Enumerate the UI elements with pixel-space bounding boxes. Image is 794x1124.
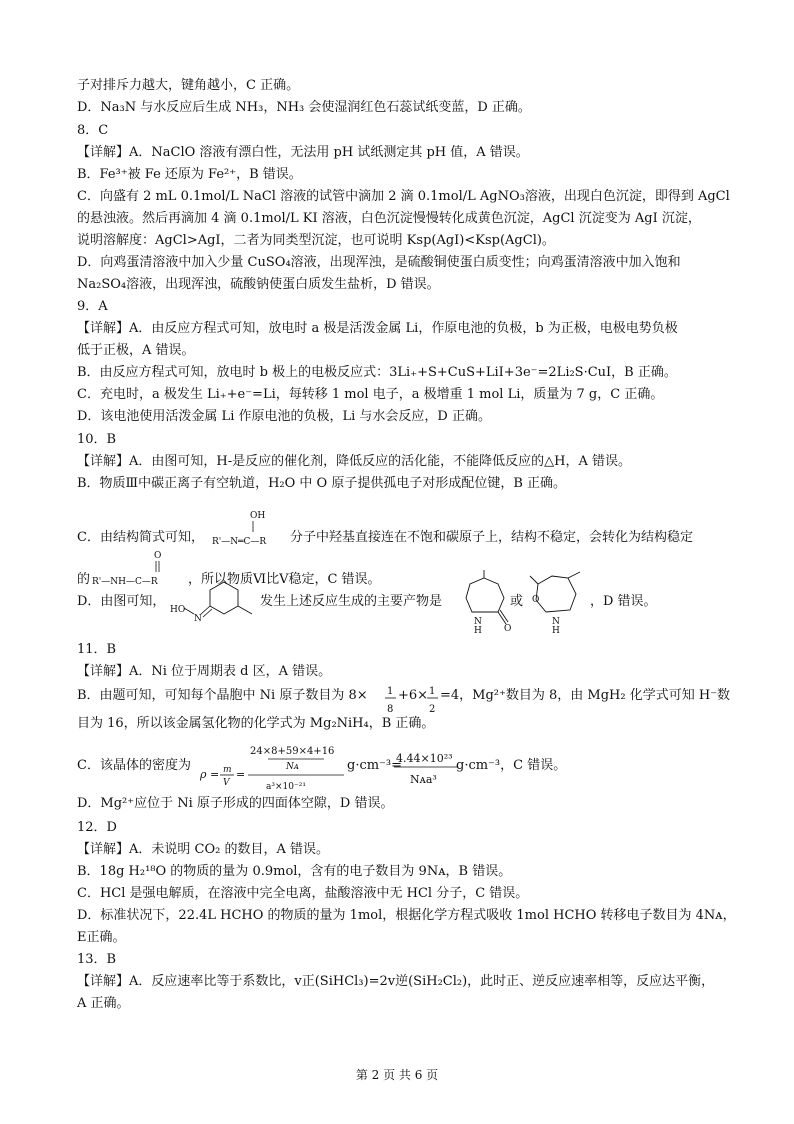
text-line: B．由反应方程式可知，放电时 b 极上的电极反应式：3Li₊+S+CuS+LiI+3e⁻=2Li₂S·CuI，B 正确。 <box>77 365 677 380</box>
svg-text:2: 2 <box>429 704 436 715</box>
text-line: 的悬浊液。然后再滴加 4 滴 0.1mol/L KI 溶液，白色沉淀慢慢转化成黄色沉淀，AgCl 沉淀变为 AgI 沉淀， <box>77 211 701 226</box>
page-footer: 第 2 页 共 6 页 <box>355 1068 439 1082</box>
answer-number: 8．C <box>77 123 109 138</box>
amide-chain: R'—NH—C—R <box>92 577 158 587</box>
text-line: B．Fe³⁺被 Fe 还原为 Fe²⁺，B 错误。 <box>77 167 302 182</box>
text-line: D．Na₃N 与水反应后生成 NH₃，NH₃ 会使湿润红色石蕊试纸变蓝，D 正确。 <box>77 100 531 115</box>
density-result <box>392 748 462 790</box>
text-line: 【详解】A．NaClO 溶液有漂白性，无法用 pH 试纸测定其 pH 值，A 错误。 <box>77 145 529 160</box>
text-line: 【详解】A．反应速率比等于系数比，v正(SiHCl₃)=2v逆(SiH₂Cl₂)，此时正、逆反应速率相等，反应达平衡， <box>77 974 715 989</box>
text-line: D．标准状况下，22.4L HCHO 的物质的量为 1mol，根据化学方程式吸收 1mol HCHO 转移电子数目为 4Nᴀ， <box>77 908 736 923</box>
lactam-structure-1 <box>462 568 512 634</box>
o-label-3: O <box>532 595 540 605</box>
svg-text:24×8+59×4+16: 24×8+59×4+16 <box>250 746 335 757</box>
text-line: D．Mg²⁺应位于 Ni 原子形成的四面体空隙，D 错误。 <box>77 796 394 811</box>
svg-text:a³×10⁻²¹: a³×10⁻²¹ <box>266 782 306 792</box>
svg-text:1: 1 <box>429 686 436 697</box>
q10-d-suffix: ，D 错误。 <box>590 594 657 609</box>
oh-label: OH <box>250 511 266 521</box>
unit-2: g·cm⁻³，C 错误。 <box>456 758 567 773</box>
q10-d-or: 或 <box>510 594 524 609</box>
text-line: 说明溶解度：AgCl>AgI，二者为同类型沉淀，也可说明 Ksp(AgI)<Ksp(AgCl)。 <box>77 233 555 248</box>
lactam-structure-2 <box>528 568 588 634</box>
nh-h-label: H <box>474 626 482 634</box>
text-line: Na₂SO₄溶液，出现浑浊，硫酸钠使蛋白质发生盐析，D 错误。 <box>77 277 440 292</box>
text-line: C．向盛有 2 mL 0.1mol/L NaCl 溶液的试管中滴加 2 滴 0.1mol/L AgNO₃溶液，出现白色沉淀，即得到 AgCl <box>77 189 730 204</box>
nh-h-label-2: H <box>552 626 560 634</box>
text-line: 低于正极，A 错误。 <box>77 343 195 358</box>
enol-structure <box>210 508 280 552</box>
density-formula <box>198 744 348 794</box>
q10-c-line2-prefix: 的 <box>77 572 91 587</box>
svg-text:m: m <box>223 765 232 775</box>
unit-1: g·cm⁻³= <box>347 758 403 773</box>
answer-number: 11．B <box>77 642 117 657</box>
answer-number: 10．B <box>77 432 117 447</box>
svg-text:V: V <box>223 778 230 788</box>
q10-c-prefix: C．由结构简式可知， <box>77 530 204 545</box>
text-line: D．向鸡蛋清溶液中加入少量 CuSO₄溶液，出现浑浊，是硫酸铜使蛋白质变性；向鸡蛋清溶液中加入饱和 <box>77 255 681 270</box>
text-line: C．充电时，a 极发生 Li₊+e⁻=Li，每转移 1 mol 电子，a 极增重 1 mol Li，质量为 7 g，C 正确。 <box>77 387 664 402</box>
text-line: B．物质Ⅲ中碳正离子有空轨道，H₂O 中 O 原子提供孤电子对形成配位键，B 正确。 <box>77 476 567 491</box>
svg-text:4.44×10²³: 4.44×10²³ <box>396 752 453 765</box>
equals-sign: = <box>236 768 246 781</box>
text-line: 【详解】A．由图可知，H-是反应的催化剂，降低反应的活化能，不能降低反应的△H，A 错误。 <box>77 454 631 469</box>
svg-text:8: 8 <box>387 704 394 715</box>
o-label: O <box>154 551 162 561</box>
svg-text:ρ =: ρ = <box>200 768 220 781</box>
q10-d-prefix: D．由图可知， <box>77 594 166 609</box>
text-line: 【详解】A．未说明 CO₂ 的数目，A 错误。 <box>77 842 329 857</box>
text-line: E正确。 <box>77 930 126 945</box>
q10-d-mid: 发生上述反应生成的主要产物是 <box>260 594 443 609</box>
oxime-structure <box>168 576 260 626</box>
imine-chain: R'—N═C—R <box>212 537 267 547</box>
text-line: A 正确。 <box>77 996 130 1011</box>
text-line: 目为 16，所以该金属氢化物的化学式为 Mg₂NiH₄，B 正确。 <box>77 716 435 731</box>
answer-number: 9．A <box>77 299 108 314</box>
q11-b-post: =4，Mg²⁺数目为 8，由 MgH₂ 化学式可知 H⁻数 <box>440 688 731 703</box>
q11-c-prefix: C．该晶体的密度为 <box>77 758 191 773</box>
answer-number: 13．B <box>77 952 117 967</box>
hon-label: HO <box>170 605 186 615</box>
nh-n-label: N <box>474 617 482 627</box>
q10-c-line2-suffix: ，所以物质Ⅵ比Ⅴ稳定，C 错误。 <box>188 572 381 587</box>
q10-c-mid: 分子中羟基直接连在不饱和碳原子上，结构不稳定，会转化为结构稳定 <box>290 530 694 545</box>
q11-b-prefix: B．由题可知，可知每个晶胞中 Ni 原子数目为 8× <box>77 688 368 703</box>
svg-text:1: 1 <box>387 686 394 697</box>
svg-text:Nᴀ: Nᴀ <box>286 762 299 772</box>
text-line: 【详解】A．由反应方程式可知，放电时 a 极是活泼金属 Li，作原电池的负极，b 为正极，电极电势负极 <box>77 321 678 336</box>
text-line: 子对排斥力越大，键角越小，C 正确。 <box>77 78 300 93</box>
q11-b-mid: +6× <box>398 688 429 703</box>
n-label: N <box>194 614 202 624</box>
text-line: D．该电池使用活泼金属 Li 作原电池的负极，Li 与水会反应，D 正确。 <box>77 409 491 424</box>
o-label-2: O <box>504 624 512 634</box>
svg-text:Nᴀa³: Nᴀa³ <box>410 773 437 786</box>
nh-n-label-2: N <box>552 617 560 627</box>
text-line: 【详解】A．Ni 位于周期表 d 区，A 错误。 <box>77 664 332 679</box>
text-line: B．18g H₂¹⁸O 的物质的量为 0.9mol，含有的电子数目为 9Nᴀ，B 错误。 <box>77 864 512 879</box>
answer-number: 12．D <box>77 820 117 835</box>
text-line: C．HCl 是强电解质，在溶液中完全电离，盐酸溶液中无 HCl 分子，C 错误。 <box>77 886 529 901</box>
